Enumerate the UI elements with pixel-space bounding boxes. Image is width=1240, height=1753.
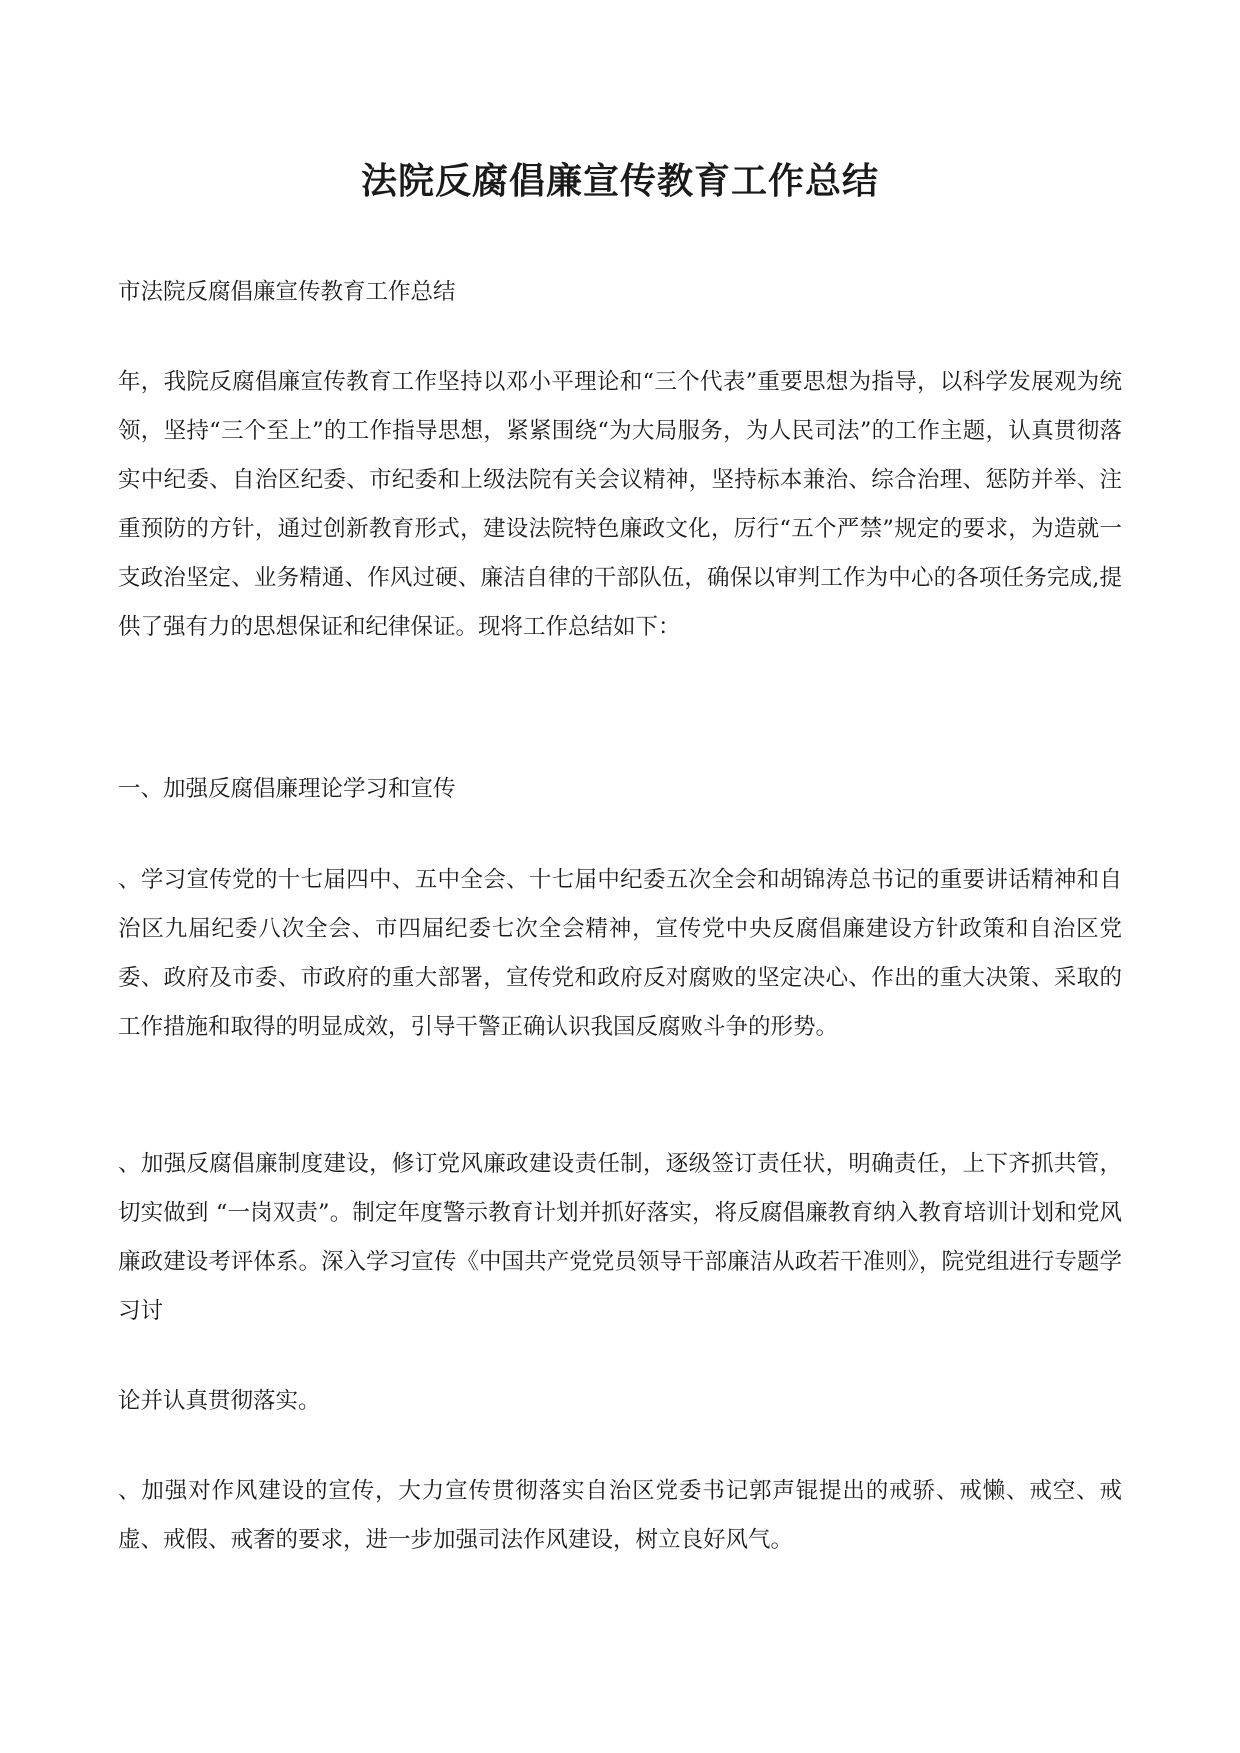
document-subtitle: 市法院反腐倡廉宣传教育工作总结 <box>118 279 456 305</box>
intro-paragraph: 年，我院反腐倡廉宣传教育工作坚持以邓小平理论和“三个代表”重要思想为指导，以科学发展观为统领，坚持“三个至上”的工作指导思想，紧紧围绕“为大局服务，为人民司法”的工作主题，认真贯彻落实中纪委、自治区纪委、市纪委和上级法院有关会议精神，坚持标本兼治、综合治理、惩防并举、注重预防的方针，通过创新教育形式，建设法院特色廉政文化，厉行“五个严禁”规定的要求，为造就一支政治坚定、业务精通、作风过硬、廉洁自律的干部队伍，确保以审判工作为中心的各项任务完成,提供了强有力的思想保证和纪律保证。现将工作总结如下： <box>118 369 1122 640</box>
section-1-item-2-continued: 论并认真贯彻落实。 <box>118 1388 321 1414</box>
section-1-item-1: 、学习宣传党的十七届四中、五中全会、十七届中纪委五次全会和胡锦涛总书记的重要讲话精神和自治区九届纪委八次全会、市四届纪委七次全会精神，宣传党中央反腐倡廉建设方针政策和自治区党委、政府及市委、市政府的重大部署，宣传党和政府反对腐败的坚定决心、作出的重大决策、采取的工作措施和取得的明显成效，引导干警正确认识我国反腐败斗争的形势。 <box>118 867 1122 1040</box>
section-1-item-3: 、加强对作风建设的宣传，大力宣传贯彻落实自治区党委书记郭声锟提出的戒骄、戒懒、戒空、戒虚、戒假、戒奢的要求，进一步加强司法作风建设，树立良好风气。 <box>118 1478 1122 1553</box>
section-1-item-2: 、加强反腐倡廉制度建设，修订党风廉政建设责任制，逐级签订责任状，明确责任，上下齐抓共管，切实做到 “一岗双责”。制定年度警示教育计划并抓好落实，将反腐倡廉教育纳入教育培训计划和党风廉政建设考评体系。深入学习宣传《中国共产党党员领导干部廉洁从政若干准则》，院党组进行专题学习讨 <box>118 1151 1122 1324</box>
section-heading-1: 一、加强反腐倡廉理论学习和宣传 <box>118 776 456 802</box>
document-title: 法院反腐倡廉宣传教育工作总结 <box>360 160 879 202</box>
